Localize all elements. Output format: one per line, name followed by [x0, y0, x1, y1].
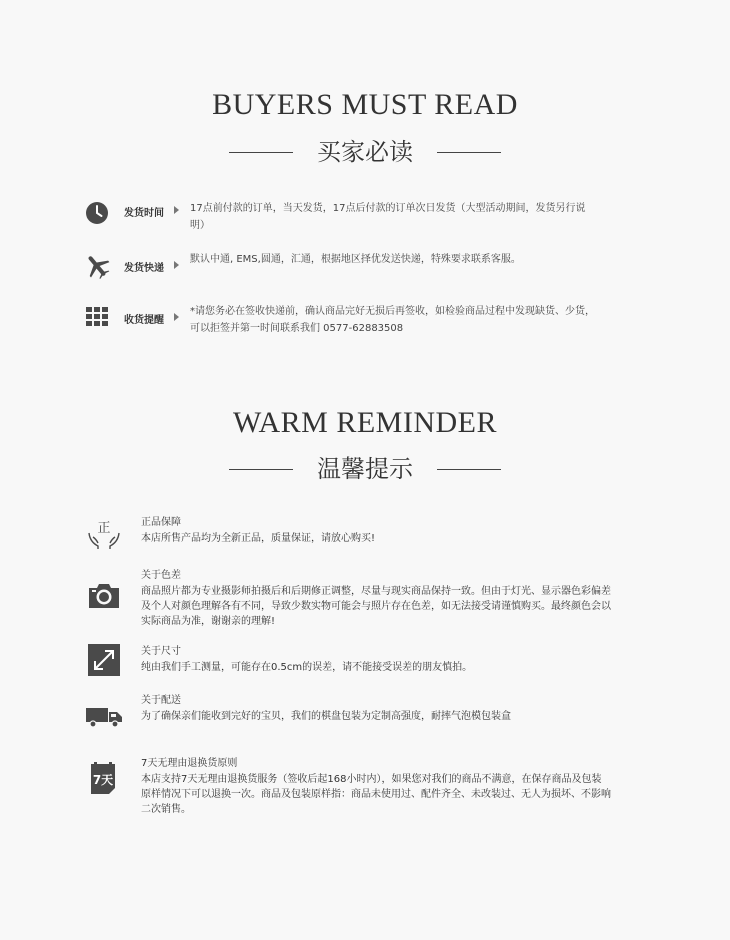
shipping-time-label: 发货时间 [124, 208, 164, 219]
courier-text: 默认中通, EMS,圆通，汇通，根据地区择优发送快递，特殊要求联系客服。 [190, 254, 521, 265]
warm-title-en: WARM REMINDER [232, 406, 497, 439]
clock-icon [84, 200, 110, 226]
arrow-right-icon [174, 206, 179, 214]
genuine-hands-icon [86, 515, 122, 551]
seven-days-icon [90, 762, 118, 796]
warm-title-zh-row [0, 452, 730, 486]
color-difference-title: 关于色差 [141, 570, 181, 581]
genuine-title: 正品保障 [141, 517, 181, 528]
delivery-title: 关于配送 [141, 695, 181, 706]
buyers-title-zh: 买家必读 [317, 138, 413, 166]
grid-icon [84, 303, 110, 329]
return-policy-text: 本店支持7天无理由退换货服务（签收后起168小时内），如果您对我们的商品不满意，在保存商品及包装原样情况下可以退换一次。商品及包装原样指：商品未使用过、配件齐全、未改装过、无人为损坏、不影响二次销售。 [141, 774, 611, 815]
camera-icon [86, 578, 122, 614]
svg-text:正: 正 [97, 521, 111, 536]
shipping-time-text: 17点前付款的订单，当天发货，17点后付款的订单次日发货（大型活动期间，发货另行说明） [190, 203, 586, 231]
arrow-right-icon [174, 313, 179, 321]
receipt-reminder-label: 收货提醒 [124, 315, 164, 326]
warm-title-zh: 温馨提示 [317, 455, 413, 483]
return-policy-title: 7天无理由退换货原则 [141, 758, 238, 769]
buyers-title-en: BUYERS MUST READ [212, 88, 518, 121]
size-text: 纯由我们手工测量，可能存在0.5cm的误差，请不能接受误差的朋友慎拍。 [141, 662, 473, 673]
color-difference-text: 商品照片都为专业摄影师拍摄后和后期修正调整，尽量与现实商品保持一致。但由于灯光、显示器色彩偏差及个人对颜色理解各有不同，导致少数实物可能会与照片存在色差，如无法接受请谨慎购买。最终颜色会以实际商品为准，谢谢亲的理解! [141, 586, 611, 627]
receipt-reminder-text: *请您务必在签收快递前，确认商品完好无损后再签收，如检验商品过程中发现缺货、少货，可以拒签并第一时间联系我们 0577-62883508 [190, 306, 595, 334]
title-divider-right [437, 469, 501, 470]
airplane-icon [84, 253, 110, 279]
buyers-title-zh-row [0, 135, 730, 169]
seven-days-icon-text: 7天 [92, 773, 114, 787]
resize-arrow-icon [88, 644, 120, 676]
title-divider-right [437, 152, 501, 153]
genuine-text: 本店所售产品均为全新正品，质量保证，请放心购买! [141, 533, 376, 544]
truck-icon [86, 705, 124, 729]
size-title: 关于尺寸 [141, 646, 181, 657]
delivery-text: 为了确保亲们能收到完好的宝贝，我们的棋盘包装为定制高强度，耐摔气泡模包装盒 [141, 711, 511, 722]
arrow-right-icon [174, 261, 179, 269]
courier-label: 发货快递 [124, 263, 164, 274]
